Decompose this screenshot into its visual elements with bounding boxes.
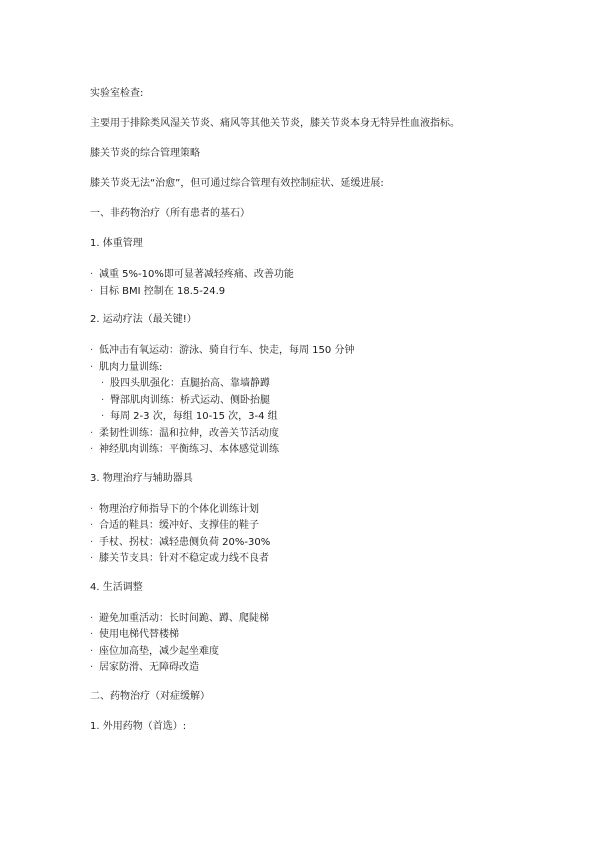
- list-item: [90, 535, 560, 552]
- sub-list-item: [90, 376, 560, 393]
- exercise-therapy-list: [90, 343, 560, 459]
- list-item-text: 股四头肌强化：直腿抬高、靠墙静蹲: [110, 378, 270, 389]
- list-item: [90, 360, 560, 377]
- list-item: [90, 518, 560, 535]
- bullet: ·: [90, 361, 94, 373]
- list-item-text: 神经肌肉训练：平衡练习、本体感觉训练: [99, 444, 279, 455]
- list-item: [90, 267, 560, 284]
- bullet: ·: [90, 444, 94, 455]
- list-item-text: 座位加高垫，减少起坐难度: [99, 645, 219, 657]
- lifestyle-heading: 4. 生活调整: [90, 581, 143, 593]
- bullet: ·: [101, 378, 105, 389]
- strategy-title: 膝关节炎的综合管理策略: [90, 148, 200, 159]
- section-2-heading: 二、药物治疗（对症缓解）: [90, 690, 210, 702]
- list-item-text: 物理治疗师指导下的个体化训练计划: [99, 503, 259, 515]
- bullet: ·: [90, 503, 94, 515]
- list-item-text: 膝关节支具：针对不稳定或力线不良者: [99, 553, 269, 564]
- physical-therapy-heading: 3. 物理治疗与辅助器具: [90, 472, 193, 484]
- list-item-text: 使用电梯代替楼梯: [99, 629, 179, 640]
- list-item-text: 肌肉力量训练:: [99, 361, 163, 373]
- lab-text: 主要用于排除类风湿关节炎、痛风等其他关节炎，膝关节炎本身无特异性血液指标。: [90, 118, 460, 129]
- bullet: ·: [90, 553, 94, 564]
- sub-list-item: [90, 393, 560, 410]
- bullet: ·: [101, 411, 105, 422]
- list-item: [90, 627, 560, 644]
- list-item: [90, 426, 560, 443]
- topical-drugs-heading: 1. 外用药物（首选）:: [90, 720, 187, 732]
- list-item-text: 手杖、拐杖：减轻患侧负荷 20%-30%: [99, 536, 271, 548]
- bullet: ·: [90, 612, 94, 624]
- list-item-text: 每周 2-3 次，每组 10-15 次，3-4 组: [110, 411, 278, 422]
- list-item-text: 居家防滑、无障碍改造: [99, 662, 199, 673]
- weight-management-heading: 1. 体重管理: [90, 238, 143, 249]
- list-item-text: 避免加重活动：长时间跪、蹲、爬陡梯: [99, 612, 269, 624]
- bullet: ·: [90, 269, 94, 280]
- strategy-intro: 膝关节炎无法“治愈”，但可通过综合管理有效控制症状、延缓进展:: [90, 178, 384, 189]
- bullet: ·: [90, 285, 94, 297]
- list-item: [90, 284, 560, 301]
- bullet: ·: [90, 427, 94, 439]
- list-item: [90, 660, 560, 677]
- list-item: [90, 343, 560, 360]
- list-item-text: 目标 BMI 控制在 18.5-24.9: [99, 285, 226, 297]
- lifestyle-list: [90, 611, 560, 677]
- sub-list-item: [90, 409, 560, 426]
- list-item: [90, 442, 560, 459]
- list-item-text: 减重 5%-10%即可显著减轻疼痛、改善功能: [99, 269, 294, 280]
- bullet: ·: [90, 645, 94, 657]
- bullet: ·: [90, 629, 94, 640]
- list-item-text: 低冲击有氧运动：游泳、骑自行车、快走，每周 150 分钟: [99, 345, 355, 356]
- lab-title: 实验室检查:: [90, 88, 144, 99]
- bullet: ·: [90, 345, 94, 356]
- exercise-therapy-heading: 2. 运动疗法（最关键!）: [90, 314, 197, 325]
- bullet: ·: [90, 662, 94, 673]
- list-item: [90, 644, 560, 661]
- list-item: [90, 611, 560, 628]
- bullet: ·: [101, 394, 105, 406]
- list-item: [90, 502, 560, 519]
- weight-management-list: [90, 267, 560, 300]
- bullet: ·: [90, 536, 94, 548]
- document-page: [90, 87, 560, 734]
- section-1-heading: 一、非药物治疗（所有患者的基石）: [90, 208, 250, 219]
- physical-therapy-list: [90, 502, 560, 568]
- list-item-text: 柔韧性训练：温和拉伸，改善关节活动度: [99, 427, 279, 439]
- bullet: ·: [90, 520, 94, 531]
- list-item-text: 臀部肌肉训练：桥式运动、侧卧抬腿: [110, 394, 270, 406]
- list-item-text: 合适的鞋具：缓冲好、支撑佳的鞋子: [99, 520, 259, 531]
- list-item: [90, 551, 560, 568]
